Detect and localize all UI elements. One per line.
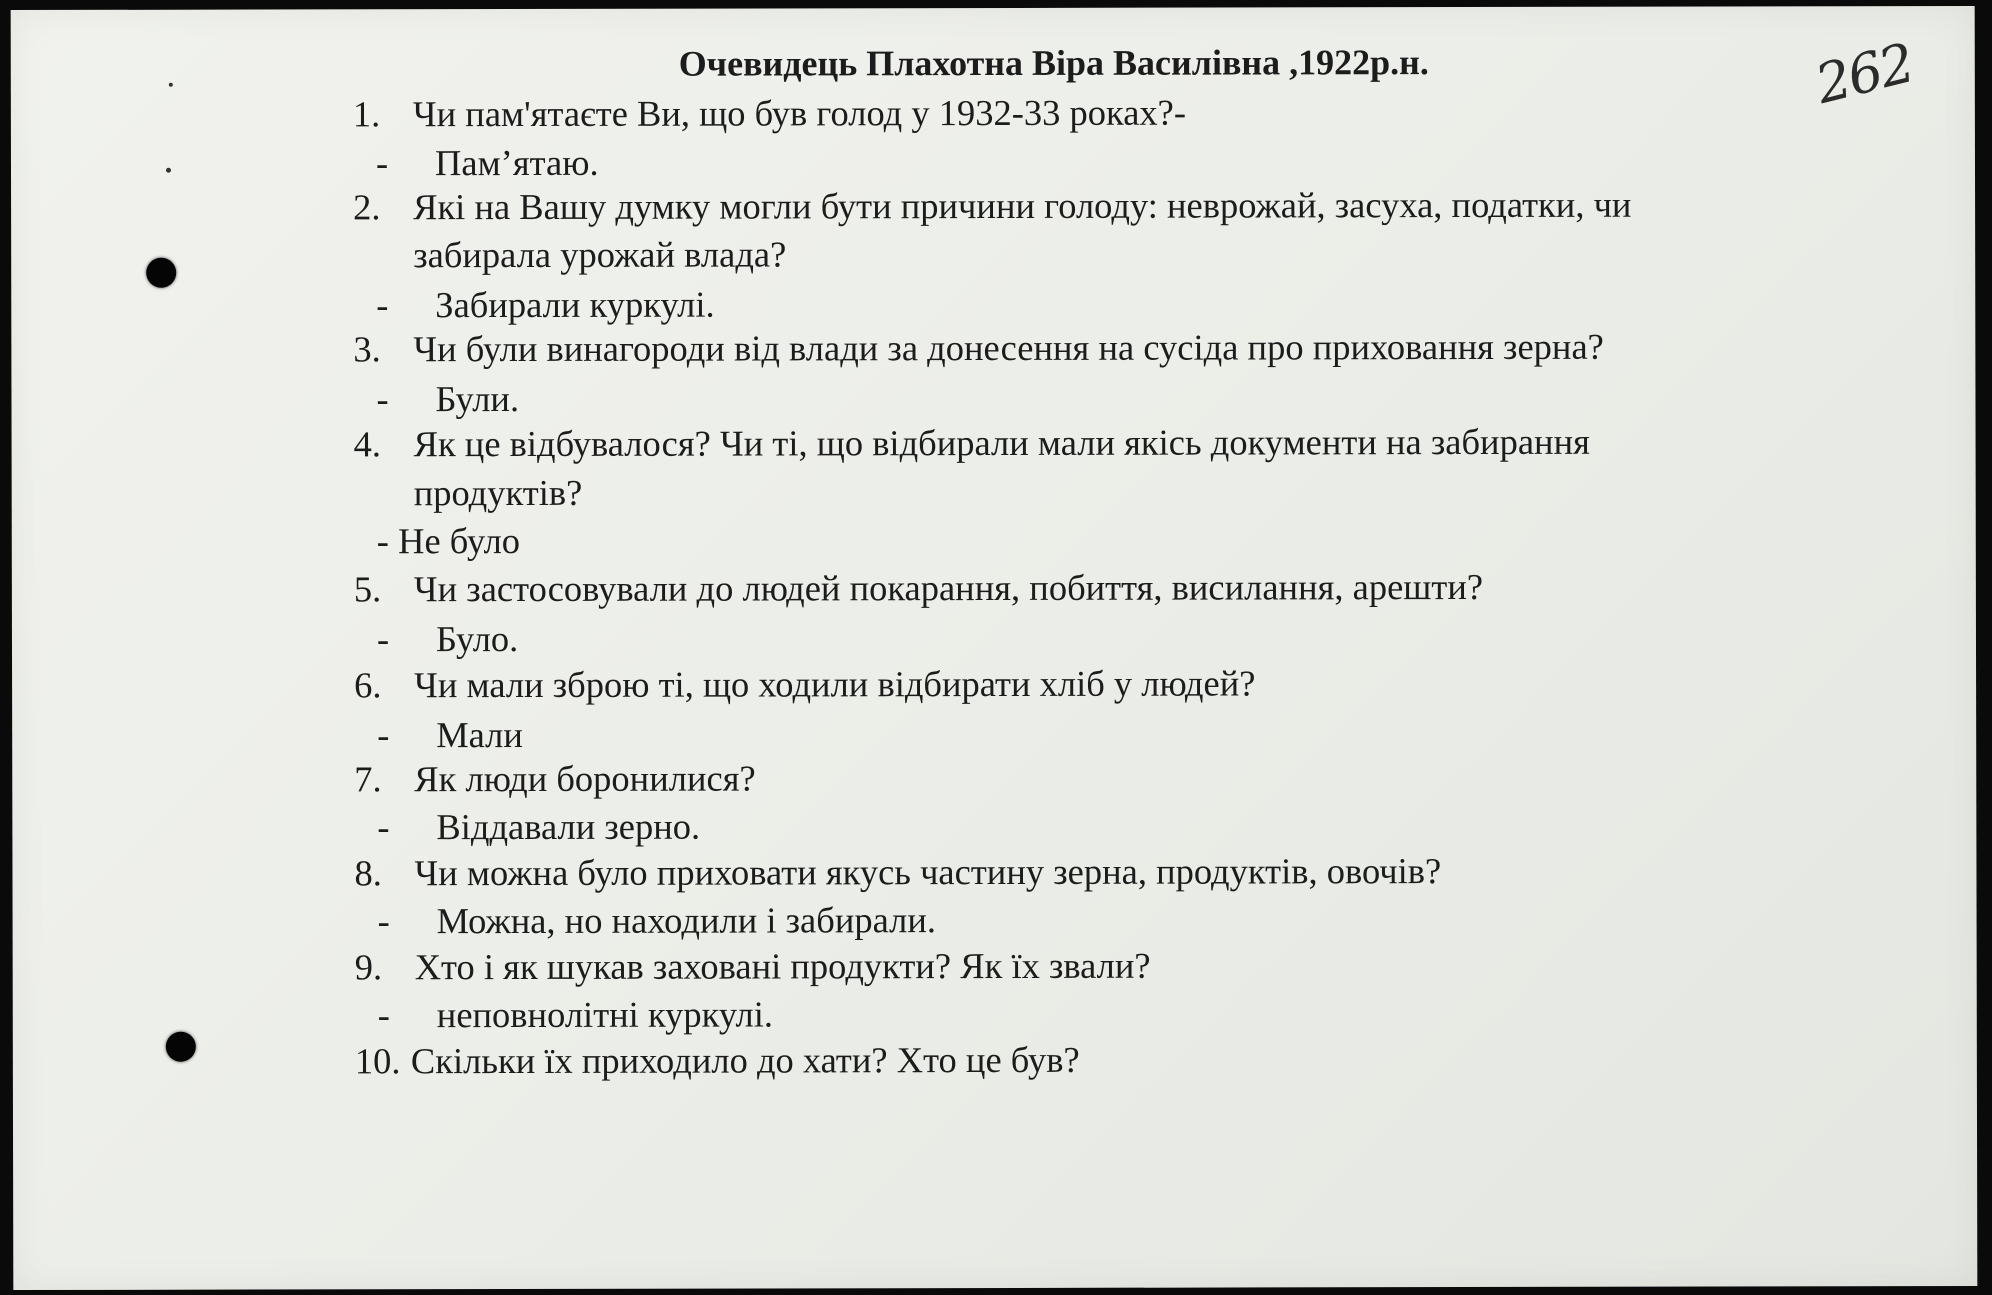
question-number: 7. — [354, 758, 382, 800]
question-text: Чи можна було приховати якусь частину зерна, продуктів, овочів? — [414, 850, 1442, 894]
answer-dash: - — [377, 900, 390, 942]
answer-dash: - — [376, 378, 389, 420]
question-number: 4. — [353, 423, 381, 465]
answer-dash: - — [375, 142, 389, 184]
question-text: Скільки їх приходило до хати? Хто це був? — [410, 1038, 1080, 1082]
answer-text: - Не було — [376, 519, 521, 562]
question-number: 3. — [353, 328, 381, 370]
question-text: Чи застосовували до людей покарання, побиття, висилання, арешти? — [413, 565, 1484, 610]
question-number: 6. — [354, 664, 382, 706]
question-text: забирала урожай влада? — [413, 233, 787, 276]
question-text: Чи були винагороди від влади за донесення на сусіда про приховання зерна? — [413, 325, 1604, 370]
punch-hole — [166, 1032, 196, 1062]
question-text: продуктів? — [413, 471, 583, 514]
handwritten-page-number: 262 — [1809, 31, 1920, 117]
answer-dash: - — [377, 994, 390, 1036]
document-title: Очевидець Плахотна Віра Василівна ,1922р.н. — [678, 42, 1429, 84]
question-number: 8. — [354, 852, 382, 894]
question-text: Чи пам'ятаєте Ви, що був голод у 1932-33 роках?- — [412, 91, 1187, 135]
paper-speck — [166, 168, 171, 173]
answer-text: Можна, но находили і забирали. — [436, 899, 937, 942]
answer-dash: - — [377, 806, 390, 848]
answer-text: Було. — [435, 617, 519, 660]
answer-dash: - — [377, 714, 390, 756]
question-text: Чи мали зброю ті, що ходили відбирати хліб у людей? — [414, 662, 1256, 706]
answer-text: Мали — [436, 713, 523, 756]
paper-sheet — [11, 6, 1978, 1290]
punch-hole — [146, 258, 176, 288]
question-number: 2. — [353, 186, 381, 228]
question-text: Хто і як шукав заховані продукти? Як їх звали? — [414, 944, 1151, 988]
answer-text: неповнолітні куркулі. — [436, 993, 774, 1036]
answer-dash: - — [376, 618, 390, 660]
answer-text: Забирали куркулі. — [435, 283, 715, 326]
answer-text: Віддавали зерно. — [436, 805, 701, 848]
question-text: Як це відбувалося? Чи ті, що відбирали мали якісь документи на забирання — [413, 420, 1590, 465]
question-number: 10. — [354, 1040, 401, 1082]
answer-text: Пам’ятаю. — [434, 141, 599, 184]
question-number: 5. — [353, 568, 382, 610]
answer-text: Були. — [435, 377, 520, 420]
question-number: 1. — [352, 93, 381, 135]
question-number: 9. — [354, 946, 383, 988]
question-text: Як люди боронилися? — [414, 757, 756, 800]
question-text: Які на Вашу думку могли бути причини голоду: неврожай, засуха, податки, чи — [413, 183, 1632, 228]
answer-dash: - — [376, 284, 389, 326]
